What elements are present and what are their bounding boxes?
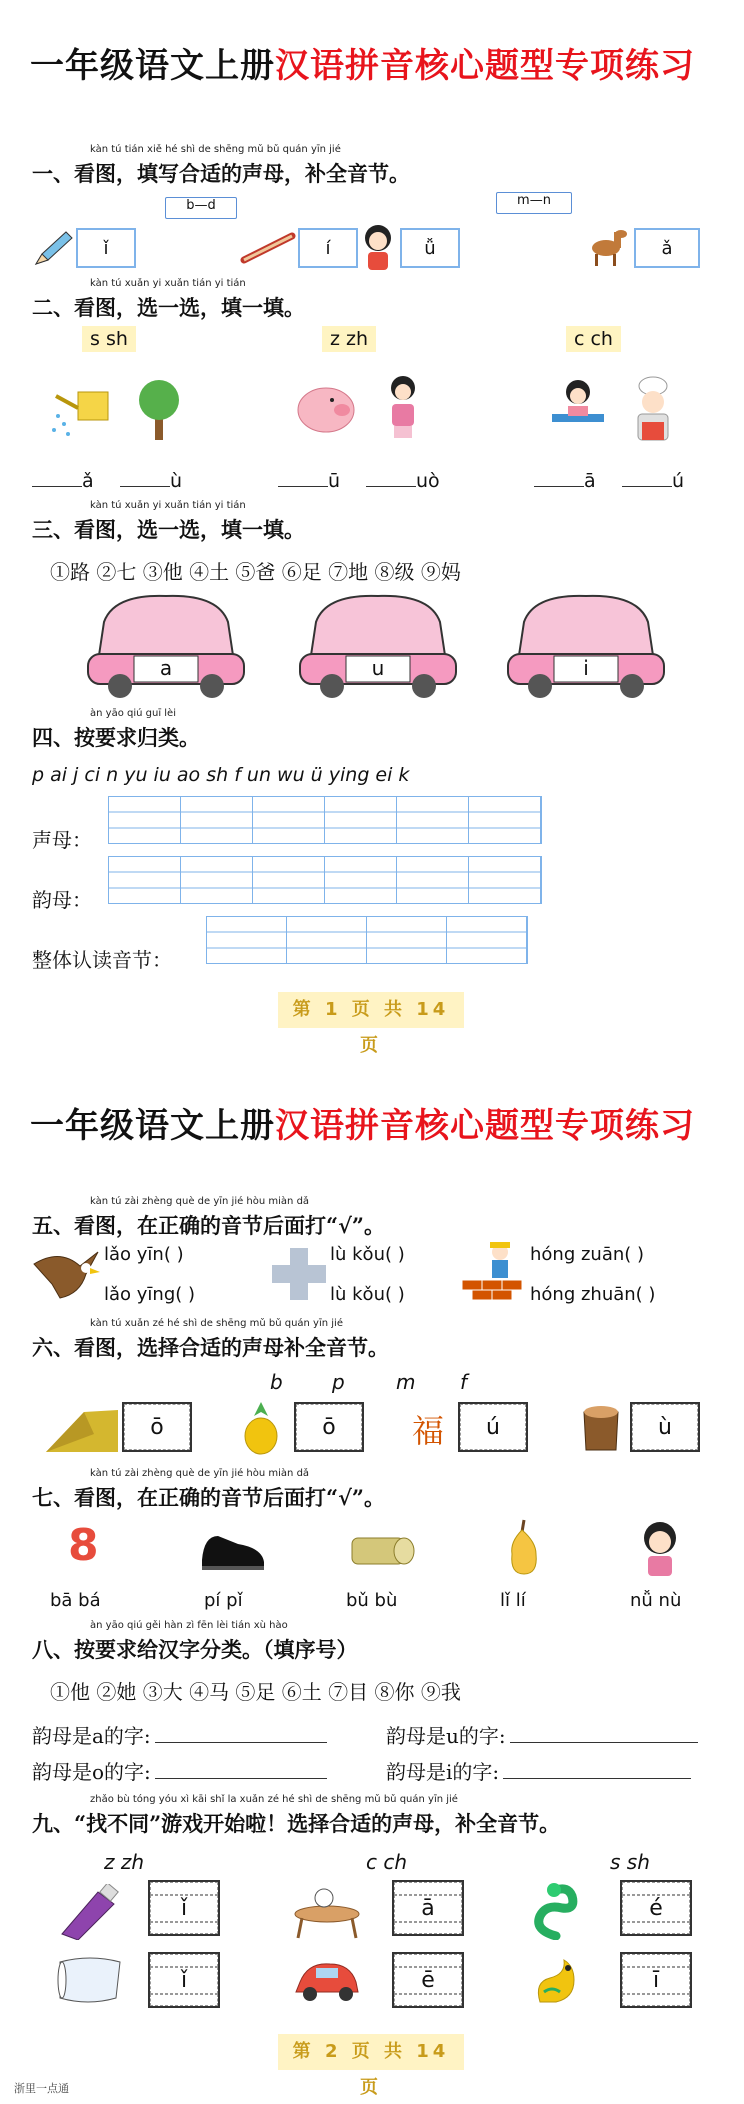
watermark: 浙里一点通 — [14, 2082, 69, 2095]
q9-box-1-text: ǐ — [150, 1895, 218, 1922]
q9-box-1[interactable] — [148, 1880, 220, 1936]
q4-label-initials: 声母： — [32, 828, 92, 852]
car-label-2: u — [371, 656, 385, 680]
q1-box-2[interactable]: í — [298, 228, 358, 268]
page-title-1: 一年级语文上册汉语拼音核心题型专项练习 — [30, 46, 695, 86]
q4-heading: 四、按要求归类。 — [32, 725, 200, 750]
pineapple-icon — [238, 1400, 284, 1456]
rolled-mat-icon — [344, 1526, 420, 1574]
q2-blank-6: ú — [672, 470, 685, 492]
slope-icon — [44, 1404, 120, 1454]
tree-stump-icon — [578, 1400, 624, 1454]
page-footer-2: 第 2 页 共 14 页 — [278, 2034, 464, 2070]
q4-grid-whole[interactable] — [206, 916, 528, 964]
q6-pinyin: kàn tú xuǎn zé hé shì de shēng mǔ bǔ quán yīn jié — [90, 1318, 343, 1329]
pear-icon — [500, 1518, 546, 1576]
q6-box-1-text: ō — [124, 1404, 190, 1450]
q5-opt-2b[interactable]: lù kǒu( ) — [330, 1284, 405, 1305]
q4-label-finals: 韵母： — [32, 888, 92, 912]
q9-box-4[interactable] — [148, 1952, 220, 2008]
car-label-3: i — [583, 656, 589, 680]
red-car-icon — [290, 1954, 364, 2004]
q6-letter-m: m — [396, 1370, 416, 1394]
q9-box-6-text: ī — [622, 1967, 690, 1994]
q8-row-o: 韵母是o的字: — [32, 1760, 151, 1784]
q5-heading: 五、看图，在正确的音节后面打“√”。 — [32, 1213, 385, 1238]
q2-tag-3: c ch — [566, 326, 621, 352]
car-icon-1 — [84, 592, 248, 702]
q4-grid-finals[interactable] — [108, 856, 542, 904]
q7-opt-5[interactable]: nǚ nù — [630, 1590, 682, 1611]
q4-grid-initials[interactable] — [108, 796, 542, 844]
car-icon-3 — [504, 592, 668, 702]
q2-blank-1: ǎ — [82, 470, 94, 492]
q7-opt-4[interactable]: lǐ lí — [500, 1590, 526, 1611]
q8-row-i: 韵母是i的字: — [386, 1760, 500, 1784]
q9-pinyin: zhǎo bù tóng yóu xì kāi shǐ la xuǎn zé hé shì de shēng mǔ bǔ quán yīn jié — [90, 1794, 458, 1805]
q4-letters: p ai j ci n yu iu ao sh f un wu ü ying ei k — [32, 764, 410, 786]
q3-heading: 三、看图，选一选，填一填。 — [32, 517, 305, 542]
q9-group-2: c ch — [366, 1850, 408, 1874]
q9-box-3[interactable] — [620, 1880, 692, 1936]
q1-pinyin: kàn tú tián xiě hé shì de shēng mǔ bǔ quán yīn jié — [90, 144, 341, 155]
q9-box-5[interactable] — [392, 1952, 464, 2008]
q5-opt-3b[interactable]: hóng zhuān( ) — [530, 1284, 656, 1305]
snake-icon — [528, 1880, 584, 1940]
girl-icon — [358, 222, 398, 272]
q9-box-3-text: é — [622, 1895, 690, 1922]
horse-icon — [584, 226, 628, 268]
q9-box-6[interactable] — [620, 1952, 692, 2008]
q6-heading: 六、看图，选择合适的声母补全音节。 — [32, 1335, 389, 1360]
tree-icon — [132, 376, 186, 442]
q2-blank-4: uò — [416, 470, 440, 492]
q8-row-a: 韵母是a的字: — [32, 1724, 151, 1748]
table-cat-icon — [290, 1884, 364, 1940]
boy-sitting-icon — [380, 374, 426, 442]
q8-pinyin: àn yāo qiú gěi hàn zì fēn lèi tián xù hào — [90, 1620, 288, 1631]
q7-pinyin: kàn tú zài zhèng què de yīn jié hòu miàn dǎ — [90, 1468, 310, 1479]
q2-blank-2: ù — [170, 470, 183, 492]
chef-icon — [624, 376, 682, 444]
q9-box-2[interactable] — [392, 1880, 464, 1936]
car-label-1: a — [159, 656, 173, 680]
fu-character-icon: 福 — [412, 1412, 445, 1450]
q6-box-3[interactable] — [458, 1402, 528, 1452]
q6-box-2-text: ō — [296, 1404, 362, 1450]
q9-box-2-text: ā — [394, 1895, 462, 1922]
q9-heading: 九、“找不同”游戏开始啦！选择合适的声母，补全音节。 — [32, 1811, 561, 1836]
car-icon-2 — [296, 592, 460, 702]
pencil-icon — [32, 228, 76, 268]
q6-box-4[interactable] — [630, 1402, 700, 1452]
q5-opt-1a[interactable]: lǎo yīn( ) — [104, 1244, 184, 1265]
q6-box-1[interactable] — [122, 1402, 192, 1452]
q7-heading: 七、看图，在正确的音节后面打“√”。 — [32, 1485, 385, 1510]
q2-tag-2: z zh — [322, 326, 376, 352]
paint-tube-icon — [58, 1884, 122, 1940]
q5-pinyin: kàn tú zài zhèng què de yīn jié hòu miàn dǎ — [90, 1196, 310, 1207]
q4-label-whole: 整体认读音节： — [32, 948, 172, 972]
q5-opt-2a[interactable]: lù kǒu( ) — [330, 1244, 405, 1265]
page-footer-1: 第 1 页 共 14 页 — [278, 992, 464, 1028]
q8-row-u: 韵母是u的字: — [386, 1724, 506, 1748]
watering-can-icon — [48, 382, 118, 442]
q3-items: ①路 ②七 ③他 ④土 ⑤爸 ⑥足 ⑦地 ⑧级 ⑨妈 — [50, 560, 461, 584]
q6-box-2[interactable] — [294, 1402, 364, 1452]
q9-box-4-text: ǐ — [150, 1967, 218, 1994]
page-title-2: 一年级语文上册汉语拼音核心题型专项练习 — [30, 1106, 695, 1146]
q6-box-4-text: ù — [632, 1404, 698, 1450]
dragon-icon — [530, 1952, 586, 2010]
q8-heading: 八、按要求给汉字分类。（填序号） — [32, 1637, 358, 1662]
q7-opt-3[interactable]: bǔ bù — [346, 1590, 398, 1611]
q9-box-5-text: ē — [394, 1967, 462, 1994]
q2-heading: 二、看图，选一选，填一填。 — [32, 295, 305, 320]
q2-blank-3: ū — [328, 470, 341, 492]
q7-opt-2[interactable]: pí pǐ — [204, 1590, 243, 1611]
q8-items: ①他 ②她 ③大 ④马 ⑤足 ⑥土 ⑦目 ⑧你 ⑨我 — [50, 1680, 461, 1704]
q4-pinyin: àn yāo qiú guī lèi — [90, 708, 176, 719]
q1-box-1[interactable]: ǐ — [76, 228, 136, 268]
q2-blank-5: ā — [584, 470, 596, 492]
q9-group-1: z zh — [104, 1850, 145, 1874]
q1-box-3[interactable]: ǚ — [400, 228, 460, 268]
q5-opt-3a[interactable]: hóng zuān( ) — [530, 1244, 645, 1265]
bricklayer-icon — [460, 1240, 524, 1304]
child-eating-icon — [548, 376, 608, 440]
q6-letter-p: p — [332, 1370, 345, 1394]
q6-box-3-text: ú — [460, 1404, 526, 1450]
q2-pinyin: kàn tú xuǎn yi xuǎn tián yi tián — [90, 278, 246, 289]
q3-pinyin: kàn tú xuǎn yi xuǎn tián yi tián — [90, 500, 246, 511]
q9-group-3: s sh — [610, 1850, 650, 1874]
q1-hint-bd: b—d — [165, 197, 237, 219]
paper-scroll-icon — [54, 1952, 128, 2006]
pig-icon — [292, 376, 362, 440]
q7-opt-1[interactable]: bā bá — [50, 1590, 101, 1611]
q1-hint-mn: m—n — [496, 192, 572, 214]
eagle-icon — [30, 1244, 102, 1302]
number-eight-icon: 8 — [68, 1520, 99, 1571]
q6-letter-f: f — [460, 1370, 468, 1394]
q1-box-4[interactable]: ǎ — [634, 228, 700, 268]
crossroad-icon — [270, 1246, 328, 1302]
q1-heading: 一、看图，填写合适的声母，补全音节。 — [32, 161, 410, 186]
q6-letter-b: b — [270, 1370, 283, 1394]
q2-tag-1: s sh — [82, 326, 136, 352]
girl-face-icon — [636, 1518, 684, 1580]
flute-icon — [240, 230, 296, 264]
shoe-icon — [198, 1526, 268, 1574]
q5-opt-1b[interactable]: lǎo yīng( ) — [104, 1284, 196, 1305]
